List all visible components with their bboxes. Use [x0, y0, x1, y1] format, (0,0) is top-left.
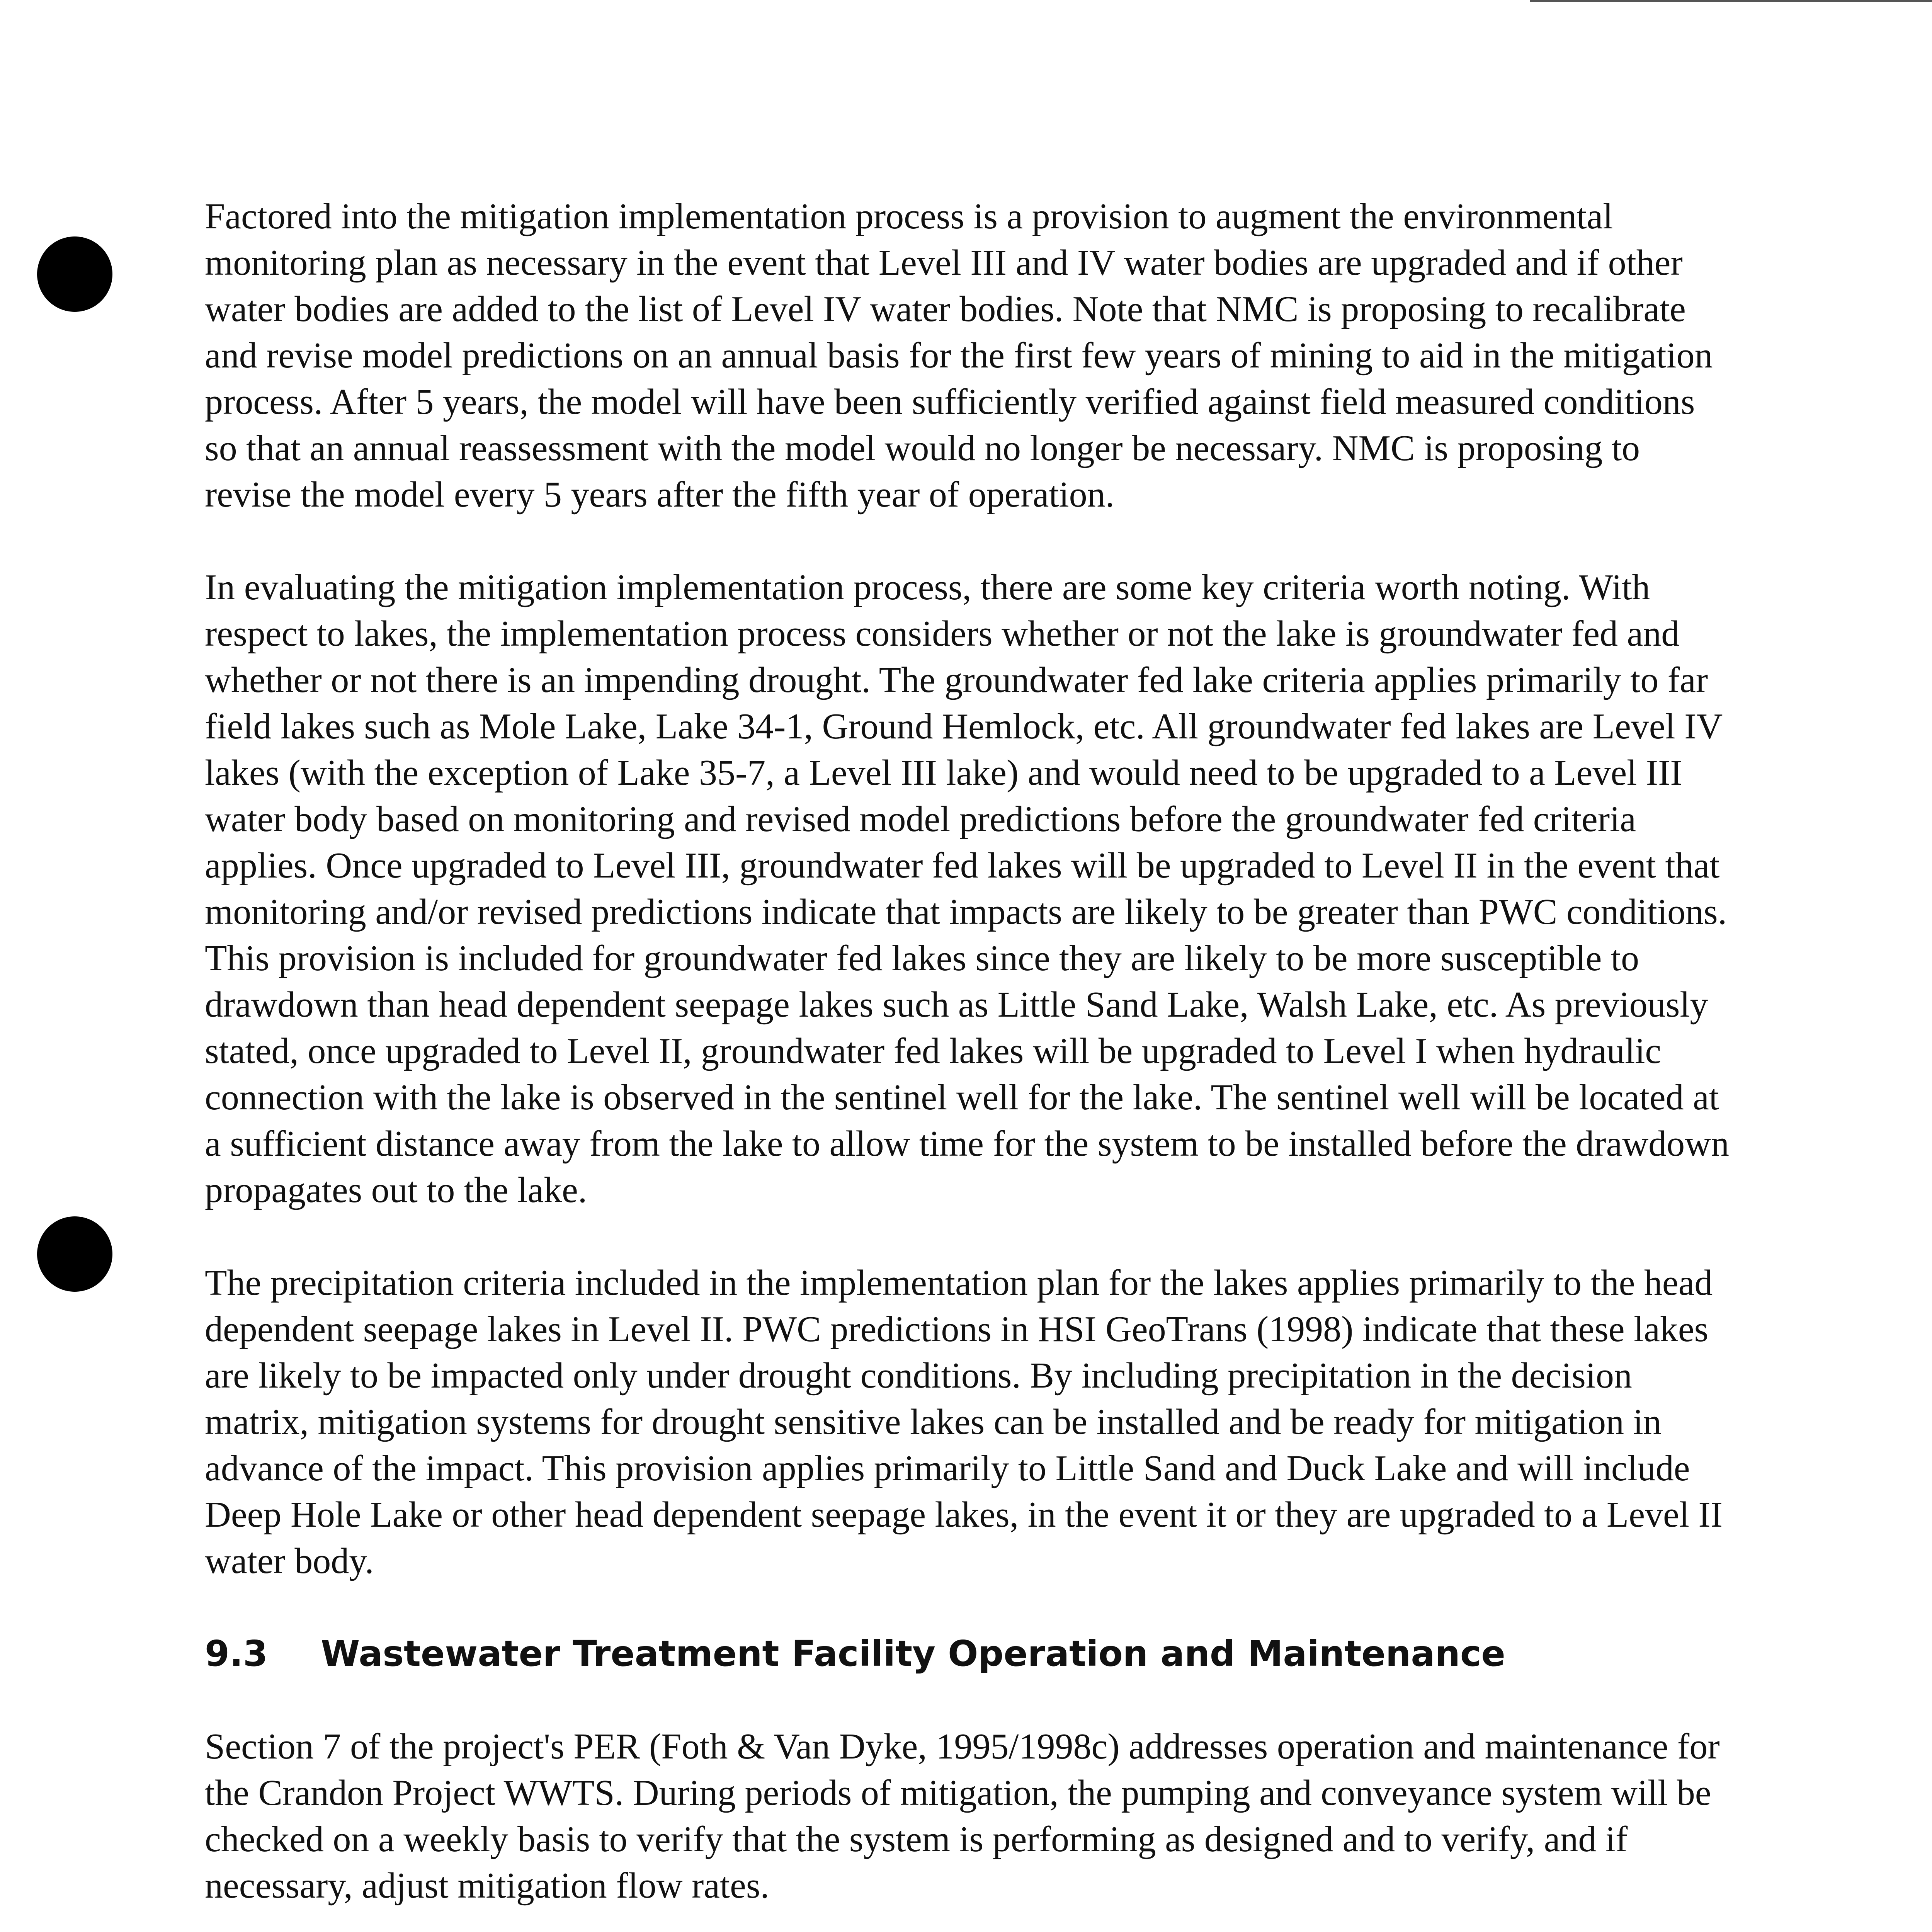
- page-body: [205, 193, 1731, 1932]
- section-number: 9.3: [205, 1633, 268, 1674]
- paragraph-precipitation-criteria: The precipitation criteria included in the implementation plan for the lakes applies primarily to the head dependent seepage lakes in Level II. PWC predictions in HSI GeoTrans (1998) indicate that these lakes are likely to be impacted only under drought conditions. By including precipitation in the decision matrix, mitigation systems for drought sensitive lakes can be installed and be ready for mitigation in advance of the impact. This provision applies primarily to Little Sand and Duck Lake and will include Deep Hole Lake or other head dependent seepage lakes, in the event it or they are upgraded to a Level II water body.: [205, 1263, 1723, 1581]
- paragraph-wwts-maintenance: Section 7 of the project's PER (Foth & Van Dyke, 1995/1998c) addresses operation and maintenance for the Crandon Project WWTS. During periods of mitigation, the pumping and conveyance system will be checked on a weekly basis to verify that the system is performing as designed and to verify, and if necessary, adjust mitigation flow rates.: [205, 1726, 1720, 1906]
- punch-hole-top: [37, 236, 112, 312]
- paragraph-monitoring-plan: Factored into the mitigation implementation process is a provision to augment the environmental monitoring plan as necessary in the event that Level III and IV water bodies are upgraded and if other water bodies are added to the list of Level IV water bodies. Note that NMC is proposing to recalibrate and revise model predictions on an annual basis for the first few years of mining to aid in the mitigation process. After 5 years, the model will have been sufficiently verified against field measured conditions so that an annual reassessment with the model would no longer be necessary. NMC is proposing to revise the model every 5 years after the fifth year of operation.: [205, 196, 1713, 515]
- top-edge-rule: [1530, 0, 1932, 2]
- punch-hole-middle: [37, 1216, 112, 1292]
- section-heading: [205, 1631, 1731, 1677]
- section-title: Wastewater Treatment Facility Operation and Maintenance: [321, 1633, 1505, 1674]
- paragraph-implementation-criteria: In evaluating the mitigation implementation process, there are some key criteria worth noting. With respect to lakes, the implementation process considers whether or not the lake is groundwater fed and whether or not there is an impending drought. The groundwater fed lake criteria applies primarily to far field lakes such as Mole Lake, Lake 34-1, Ground Hemlock, etc. All groundwater fed lakes are Level IV lakes (with the exception of Lake 35-7, a Level III lake) and would need to be upgraded to a Level III water body based on monitoring and revised model predictions before the groundwater fed criteria applies. Once upgraded to Level III, groundwater fed lakes will be upgraded to Level II in the event that monitoring and/or revised predictions indicate that impacts are likely to be greater than PWC conditions. This provision is included for groundwater fed lakes since they are likely to be more susceptible to drawdown than head dependent seepage lakes such as Little Sand Lake, Walsh Lake, etc. As previously stated, once upgraded to Level II, groundwater fed lakes will be upgraded to Level I when hydraulic connection with the lake is observed in the sentinel well for the lake. The sentinel well will be located at a sufficient distance away from the lake to allow time for the system to be installed before the drawdown propagates out to the lake.: [205, 567, 1730, 1210]
